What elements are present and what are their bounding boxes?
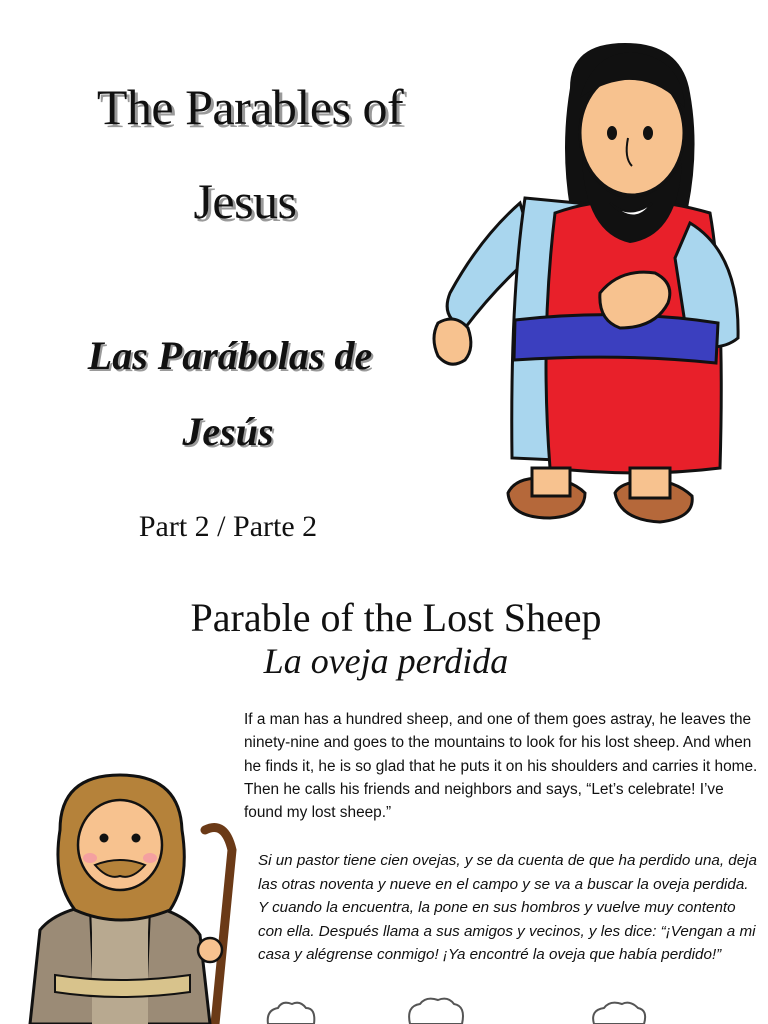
english-paragraph: If a man has a hundred sheep, and one of them goes astray, he leaves the ninety-nine and goes to the mountains to look for his lost sheep. And when he finds it, he is so glad that he puts it on his shoulders and carries it home. Then he calls his friends and neighbors and says, “Let’s celebrate! I’ve found my lost sheep.” [244, 711, 758, 822]
subtitle-line-1: Las Parábolas de [87, 333, 373, 378]
part-label: Part 2 / Parte 2 [138, 510, 318, 543]
title-line-1: The Parables of [96, 79, 404, 135]
subtitle-line-2: Jesús [182, 409, 274, 454]
title-line-2: Jesus [193, 173, 297, 229]
shepherd-illustration [20, 770, 240, 1024]
section-subheading: La oveja perdida [263, 641, 509, 681]
spanish-paragraph: Si un pastor tiene cien ovejas, y se da cuenta de que ha perdido una, deja las otras noventa y nueve en el campo y se va a buscar la oveja perdida. Y cuando la encuentra, la pone en sus hombros y vuelve muy contento con ella. Después llama a sus amigos y vecinos, y les dice: “¡Vengan a mi casa y alégrense conmigo! ¡Ya encontré la oveja que había perdido!” [258, 852, 758, 963]
section-heading: Parable of the Lost Sheep [190, 595, 602, 640]
sheep-illustration [260, 996, 730, 1024]
jesus-illustration [420, 38, 760, 558]
